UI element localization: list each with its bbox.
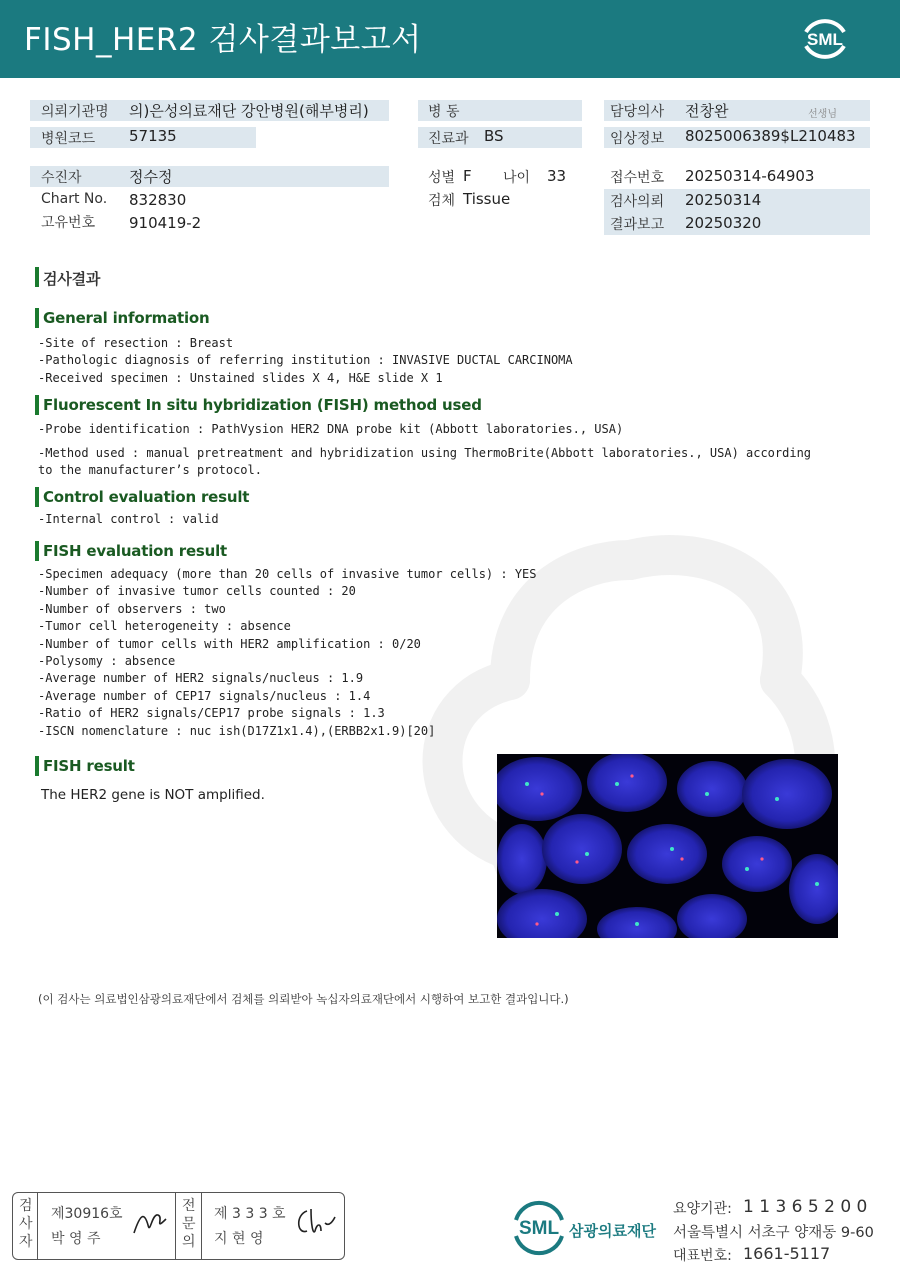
disclaimer-text: (이 검사는 의료법인삼광의료재단에서 검체를 의뢰받아 녹십자의료재단에서 시행하여 보고한 결과입니다.): [38, 992, 569, 1006]
divider: [201, 1192, 202, 1260]
section-marker: [35, 756, 39, 776]
specialist-label: 전 문 의: [182, 1198, 196, 1250]
code-label: 요양기관:: [673, 1201, 732, 1217]
fish-result-text: The HER2 gene is NOT amplified.: [41, 787, 265, 803]
request-label: 검사의뢰: [610, 194, 665, 210]
patient-label: 수진자: [41, 170, 82, 186]
org-name: 삼광의료재단: [569, 1222, 656, 1240]
patient-value: 정수정: [129, 168, 173, 186]
clinical-info-value: 8025006389$L210483: [685, 127, 856, 145]
evaluation-text: -Specimen adequacy (more than 20 cells of invasive tumor cells) : YES -Number of invasive tumor cells counted : 20 -Number of observers : two -Tumor cell heterogeneity : absence -Number of tumor cells with HER2 amplification : 0/20 -Polysomy : absence -Average number of HER2 signals/nucleus : 1.9 -Average number of CEP17 signals/nucleus : 1.4 -Ratio of HER2 signals/CEP17 probe signals : 1.3 -ISCN nomenclature : nuc ish(D17Z1x1.4),(ERBB2x1.9)[20]: [38, 567, 537, 738]
clinical-info-label: 임상정보: [610, 131, 665, 147]
phone-value: 1661-5117: [743, 1244, 831, 1263]
general-info-heading: General information: [43, 309, 210, 327]
examiner-signature-icon: [130, 1205, 170, 1239]
examiner-name: 박 영 주: [51, 1231, 101, 1247]
results-heading: 검사결과: [43, 270, 101, 288]
method-heading: Fluorescent In situ hybridization (FISH) method used: [43, 396, 482, 414]
control-heading: Control evaluation result: [43, 488, 250, 506]
doctor-label: 담당의사: [610, 104, 665, 120]
examiner-number: 제30916호: [51, 1206, 123, 1222]
method-used-text: -Method used : manual pretreatment and hybridization using ThermoBrite(Abbott laboratories., USA) according to the manufacturer’s protocol.: [38, 446, 812, 478]
hospital-code-value: 57135: [129, 127, 177, 145]
fish-result-heading: FISH result: [43, 757, 135, 775]
evaluation-heading: FISH evaluation result: [43, 542, 228, 560]
report-date: 20250320: [685, 214, 762, 232]
sex-label: 성별: [428, 170, 456, 186]
specialist-number: 제 3 3 3 호: [214, 1206, 286, 1222]
hospital-code-label: 병원코드: [41, 131, 96, 147]
section-marker: [35, 267, 39, 287]
svg-text:SML: SML: [518, 1218, 560, 1239]
control-text: -Internal control : valid: [38, 512, 219, 526]
doctor-suffix: 선생님: [808, 109, 837, 120]
sml-logo-icon: [798, 12, 852, 66]
age-value: 33: [547, 167, 567, 185]
receipt-value: 20250314-64903: [685, 167, 815, 185]
dept-value: BS: [484, 127, 504, 145]
specimen-value: Tissue: [463, 190, 511, 208]
doctor-value: 전창완: [685, 102, 729, 120]
code-value: 1 1 3 6 5 2 0 0: [743, 1197, 868, 1217]
chart-value: 832830: [129, 191, 187, 209]
info-bar: [30, 166, 389, 187]
fish-microscopy-image: [497, 754, 838, 938]
ward-label: 병 동: [428, 104, 460, 120]
sex-value: F: [463, 167, 472, 185]
unique-value: 910419-2: [129, 214, 202, 232]
section-marker: [35, 395, 39, 415]
unique-label: 고유번호: [41, 215, 96, 231]
svg-text:SML: SML: [807, 30, 843, 49]
specialist-name: 지 현 영: [214, 1231, 264, 1247]
section-marker: [35, 487, 39, 507]
divider: [37, 1192, 38, 1260]
divider: [175, 1192, 176, 1260]
sml-footer-logo-icon: [510, 1200, 568, 1256]
dept-label: 진료과: [428, 131, 469, 147]
address-text: 서울특별시 서초구 양재동 9-60: [673, 1225, 874, 1241]
requesting-org-value: 의)은성의료재단 강안병원(해부병리): [129, 102, 369, 120]
age-label: 나이: [503, 170, 531, 186]
receipt-label: 접수번호: [610, 170, 665, 186]
report-title: FISH_HER2 검사결과보고서: [24, 22, 422, 58]
section-marker: [35, 308, 39, 328]
examiner-label: 검 사 자: [19, 1198, 33, 1250]
method-probe-text: -Probe identification : PathVysion HER2 DNA probe kit (Abbott laboratories., USA): [38, 422, 624, 436]
requesting-org-label: 의뢰기관명: [41, 104, 109, 120]
report-label: 결과보고: [610, 217, 665, 233]
phone-label: 대표번호:: [673, 1248, 732, 1264]
specialist-signature-icon: [293, 1205, 338, 1239]
request-date: 20250314: [685, 191, 762, 209]
specimen-label: 검체: [428, 193, 456, 209]
chart-label: Chart No.: [41, 191, 108, 207]
general-info-text: -Site of resection : Breast -Pathologic diagnosis of referring institution : INVASIVE DUCTAL CARCINOMA -Received specimen : Unstained slides X 4, H&E slide X 1: [38, 336, 573, 385]
section-marker: [35, 541, 39, 561]
